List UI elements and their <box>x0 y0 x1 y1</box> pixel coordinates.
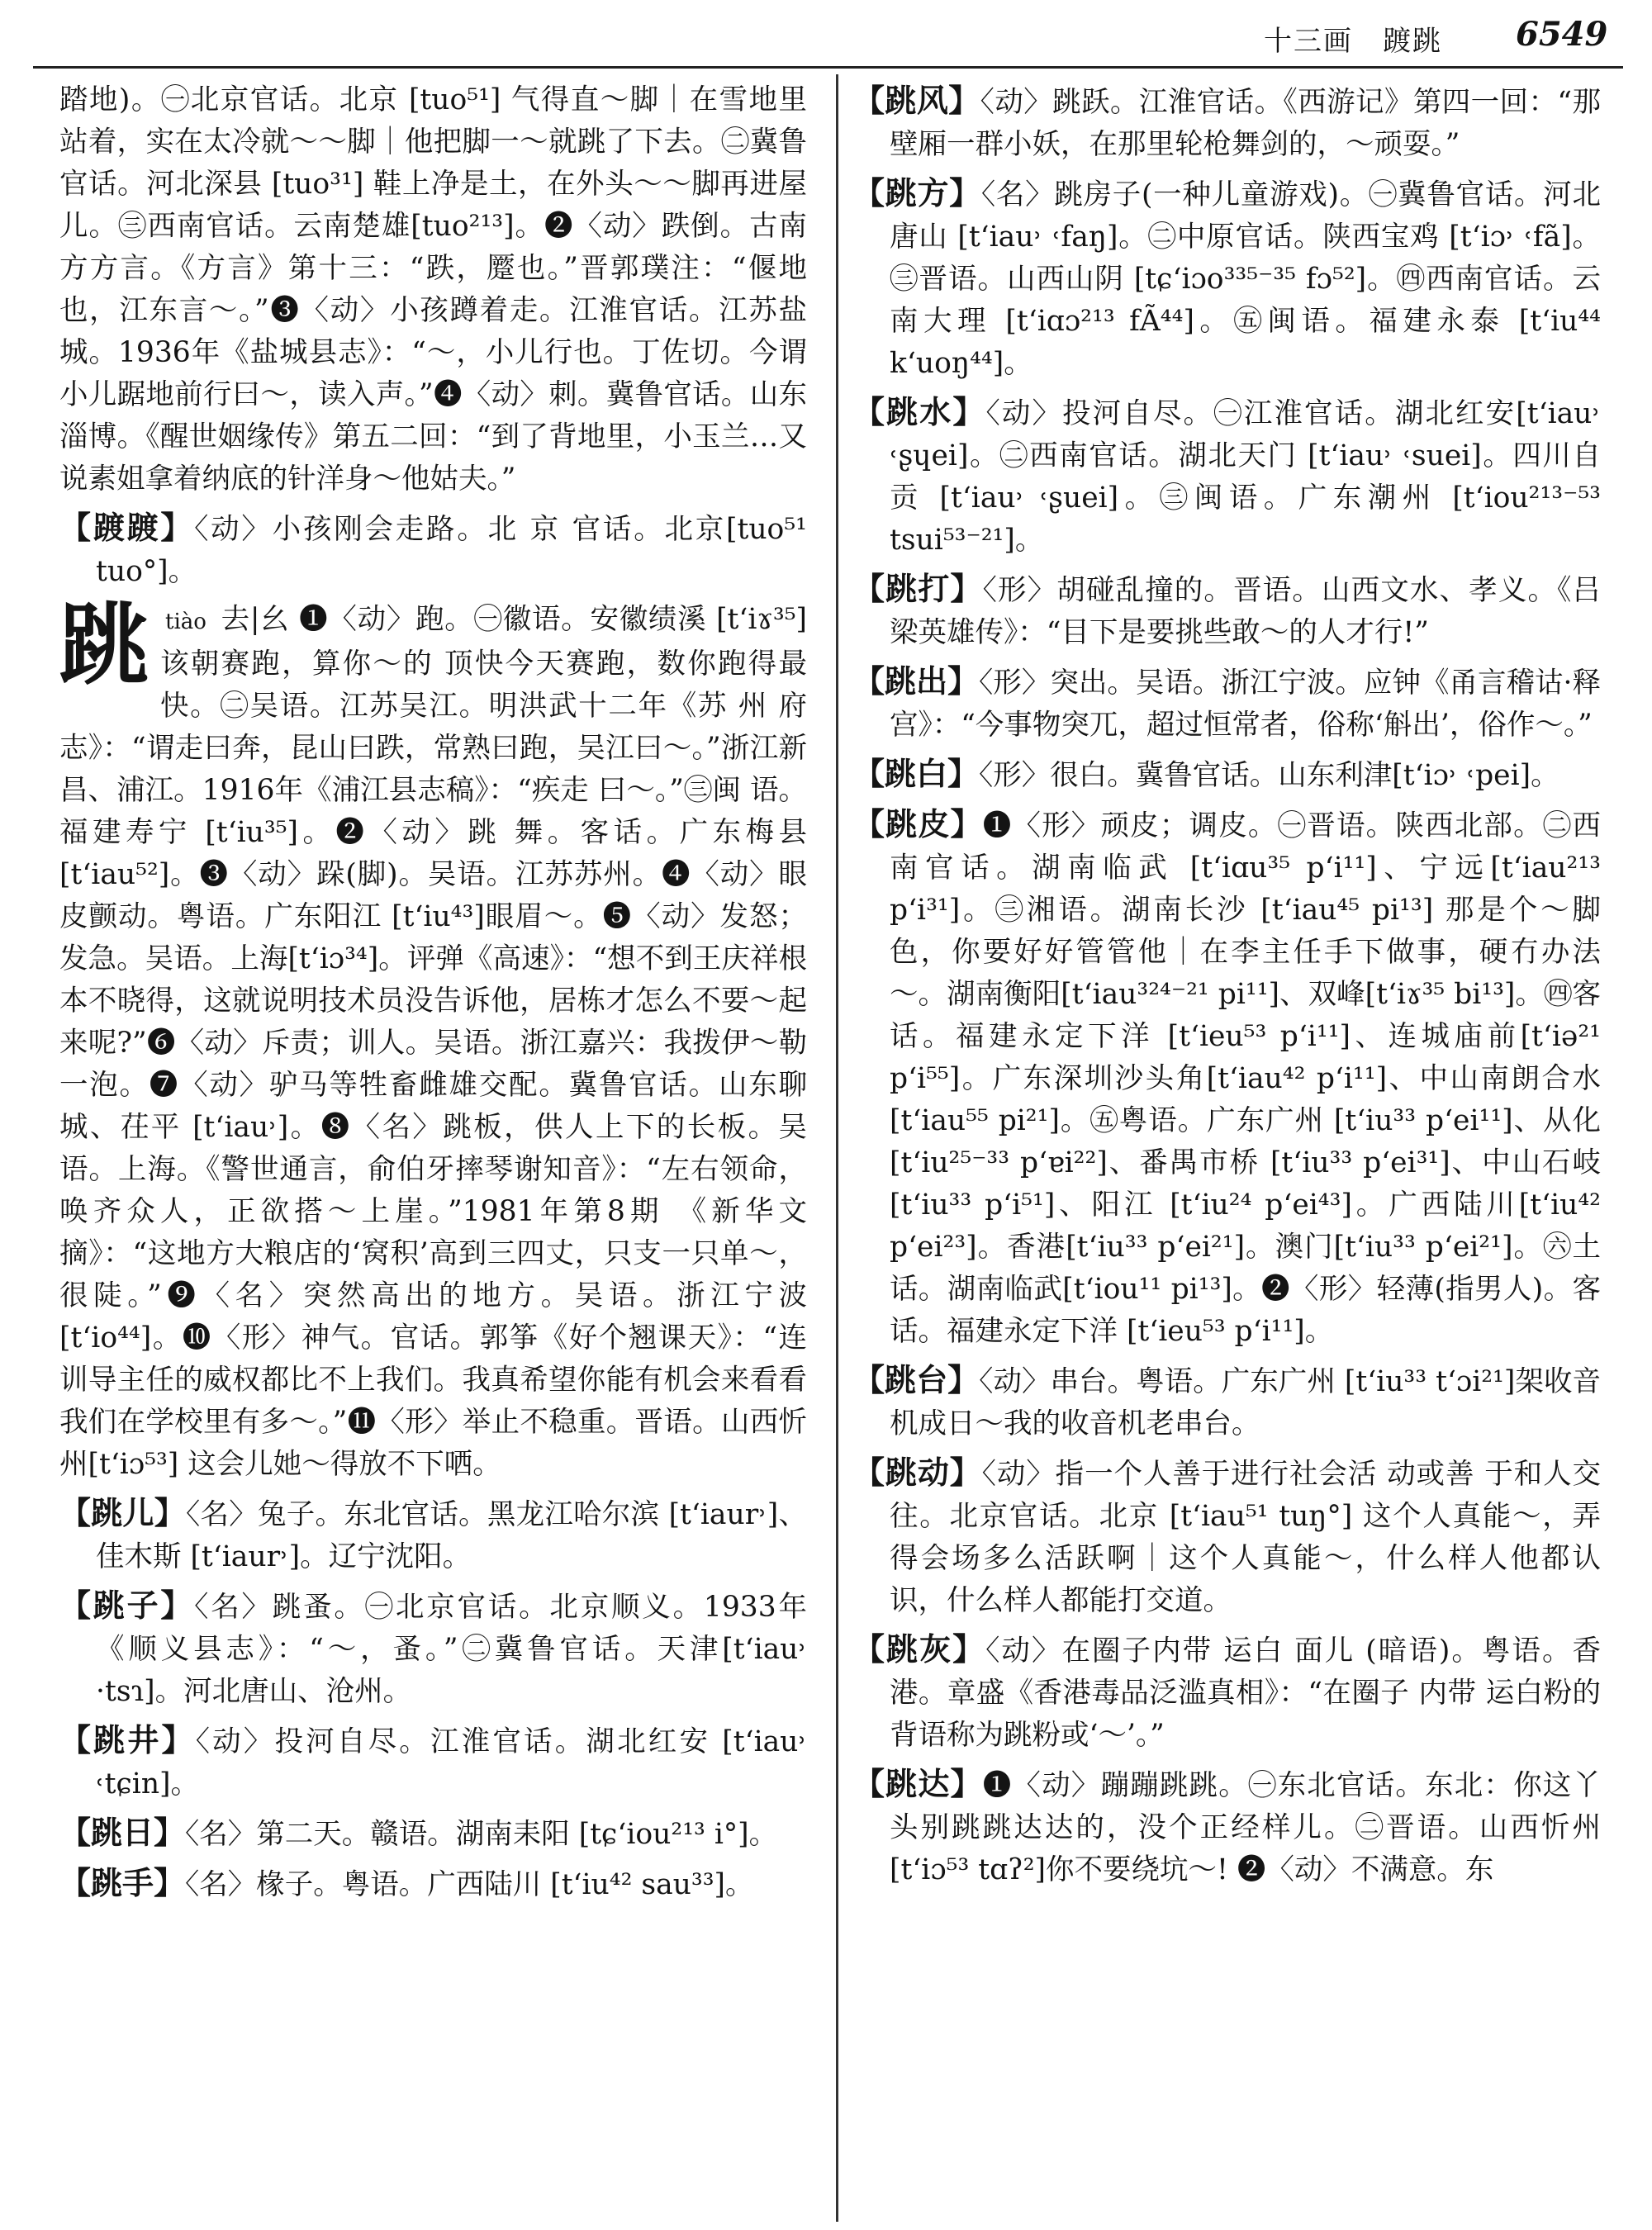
entry-definition: 〈动〉串台。粤语。广东广州 [t‘iu³³ t‘ɔi²¹]架收音机成日～我的收音机老串台。 <box>890 1365 1601 1440</box>
entry-definition: ❶〈动〉蹦蹦跳跳。㊀东北官话。东北：你这丫头别跳跳达达的，没个正经样儿。㊁晋语。山西忻州 [t‘iɔ⁵³ tɑʔ²]你不要绕坑～! ❷〈动〉不满意。东 <box>890 1769 1601 1886</box>
entry-definition: 〈名〉跳蚤。㊀北京官话。北京顺义。1933年《顺义县志》：“～，蚤。”㊁冀鲁官话。天津[t‘iau˒ ·tsɿ]。河北唐山、沧州。 <box>96 1591 807 1708</box>
entry-definition: 〈名〉椽子。粤语。广西陆川 [t‘iu⁴² sau³³]。 <box>185 1868 754 1901</box>
entry-headword: 【跳灰】 <box>853 1630 986 1668</box>
entry-definition: 〈名〉跳房子(一种儿童游戏)。㊀冀鲁官话。河北唐山 [t‘iau˒ ˓faŋ]。㊁中原官话。陕西宝鸡 [t‘iɔ˒ ˓fã]。㊂晋语。山西山阴 [tɕ‘iɔo³³⁵⁻³⁵ fɔ⁵²]。㊃西南官话。云南大理 [t‘iɑɔ²¹³ fÃ⁴⁴]。㊄闽语。福建永泰 [t‘iu⁴⁴ k‘uoŋ⁴⁴]。 <box>890 178 1601 380</box>
entry-definition: 〈动〉投河自尽。㊀江淮官话。湖北红安[t‘iau˒ ˓ʂɥei]。㊁西南官话。湖北天门 [t‘iau˒ ˓suei]。四川自贡 [t‘iau˒ ˓ʂuei]。㊂闽语。广东潮州 [t‘iou²¹³⁻⁵³ tsui⁵³⁻²¹]。 <box>890 397 1601 557</box>
entry-definition: 〈形〉突出。吴语。浙江宁波。应钟《甬言稽诂·释宫》：“今事物突兀，超过恒常者，俗称‘斛出’，俗作～。” <box>890 667 1601 742</box>
left-column <box>59 79 807 1912</box>
dictionary-entry <box>853 1628 1601 1757</box>
entry-headword: 【跳方】 <box>853 174 981 211</box>
main-character-entry <box>59 593 807 1486</box>
entry-headword: 【跳井】 <box>59 1721 196 1758</box>
page-number: 6549 <box>1516 15 1608 54</box>
entry-definition: 〈名〉第二天。赣语。湖南耒阳 [tɕ‘iou²¹³ i°]。 <box>185 1818 778 1851</box>
entry-headword: 【跳儿】 <box>59 1494 186 1531</box>
dictionary-entry <box>853 1451 1601 1622</box>
main-entry-definition: 去|幺 ❶〈动〉跑。㊀徽语。安徽绩溪 [t‘iɤ³⁵] 该朝赛跑，算你～的 顶快今天赛跑，数你跑得最快。㊁吴语。江苏吴江。明洪武十二年《苏 州 府志》：“谓走曰奔，昆山曰跌，常熟曰跑，吴江曰～。”浙江新昌、浦江。1916年《浦江县志稿》：“疾走 曰～。”㊂闽 语。福建寿宁 [t‘iu³⁵]。❷〈动〉跳 舞。客话。广东梅县[t‘iau⁵²]。❸〈动〉跺(脚)。吴语。江苏苏州。❹〈动〉眼皮颤动。粤语。广东阳江 [t‘iu⁴³]眼眉～。❺〈动〉发怒；发急。吴语。上海[t‘iɔ³⁴]。评弹《高速》：“想不到王庆祥根本不晓得，这就说明技术员没告诉他，居栋才怎么不要～起来呢?”❻〈动〉斥责；训人。吴语。浙江嘉兴：我拨伊～勒一泡。❼〈动〉驴马等牲畜雌雄交配。冀鲁官话。山东聊城、茌平 [t‘iau˒]。❽〈名〉跳板，供人上下的长板。吴语。上海。《警世通言，俞伯牙摔琴谢知音》：“左右领命，唤齐众人，正欲搭～上崖。”1981年第8期 《新华文摘》：“这地方大粮店的‘窝积’高到三四丈，只支一只单～，很陡。”❾〈名〉突然高出的地方。吴语。浙江宁波 [t‘io⁴⁴]。❿〈形〉神气。官话。郭筝《好个翘课天》：“连训导主任的威权都比不上我们。我真希望你能有机会来看看我们在学校里有多～。”⓫〈形〉举止不稳重。晋语。山西忻州[t‘iɔ⁵³] 这会儿她～得放不下哂。 <box>59 603 807 1481</box>
entry-headword: 【跳水】 <box>853 393 986 430</box>
entry-definition: 〈动〉小孩刚会走路。北 京 官话。北京[tuo⁵¹ tuo°]。 <box>96 513 807 588</box>
page-header <box>0 0 1652 66</box>
dictionary-entry <box>59 506 807 593</box>
dictionary-entry <box>59 1811 807 1856</box>
entry-headword: 【跳达】 <box>853 1765 983 1802</box>
entry-headword: 【跳手】 <box>59 1864 186 1901</box>
entry-headword: 【跳子】 <box>59 1587 195 1624</box>
entry-headword: 【跳动】 <box>853 1454 982 1491</box>
dictionary-entry <box>853 391 1601 562</box>
dictionary-entry <box>59 1584 807 1713</box>
dictionary-entry <box>853 567 1601 654</box>
dictionary-entry <box>59 1719 807 1805</box>
column-divider <box>836 74 838 2222</box>
entry-definition: 〈动〉投河自尽。江淮官话。湖北红安 [t‘iau˒ ˓tɕin]。 <box>96 1725 807 1801</box>
dictionary-entry <box>853 803 1601 1353</box>
dictionary-entry <box>853 1359 1601 1445</box>
entry-headword: 【跳日】 <box>59 1814 186 1851</box>
entry-headword: 【跳风】 <box>853 82 980 119</box>
dictionary-entry <box>853 660 1601 747</box>
entry-headword: 【跳打】 <box>853 570 983 607</box>
entry-definition: 〈名〉兔子。东北官话。黑龙江哈尔滨 [t‘iaur˒]、佳木斯 [t‘iaur˒]。辽宁沈阳。 <box>96 1498 807 1573</box>
right-column <box>853 79 1601 1897</box>
entry-headword: 【跳白】 <box>853 755 980 792</box>
entry-definition: 〈形〉胡碰乱撞的。晋语。山西文水、孝义。《吕梁英雄传》：“目下是要挑些敢～的人才行!” <box>890 574 1601 649</box>
dictionary-entry <box>59 1862 807 1906</box>
entry-definition: 〈动〉在圈子内带 运白 面儿 (暗语)。粤语。香港。章盛《香港毒品泛滥真相》：“在圈子 内带 运白粉的背语称为跳粉或‘～’。” <box>890 1635 1601 1752</box>
main-headword-pinyin: tiào <box>165 610 206 634</box>
entry-headword: 【跳台】 <box>853 1361 980 1398</box>
header-rule <box>33 66 1623 69</box>
entry-headword: 【跳出】 <box>853 662 980 700</box>
entry-headword: 【踱踱】 <box>59 509 195 546</box>
entry-headword: 【跳皮】 <box>853 805 983 842</box>
main-headword: 跳 <box>59 593 150 697</box>
entry-definition: 〈动〉跳跃。江淮官话。《西游记》第四一回：“那壁厢一群小妖，在那里轮枪舞剑的，～顽耍。” <box>890 86 1601 161</box>
dictionary-entry <box>59 1492 807 1578</box>
dictionary-entry <box>853 752 1601 797</box>
running-head-section: 十三画 踱跳 <box>1264 25 1442 58</box>
entry-definition: ❶〈形〉顽皮；调皮。㊀晋语。陕西北部。㊁西南官话。湖南临武 [t‘iɑu³⁵ p‘i¹¹]、宁远[t‘iau²¹³ p‘i³¹]。㊂湘语。湖南长沙 [t‘iau⁴⁵ pi¹³] 那是个～脚色，你要好好管管他｜在李主任手下做事，硬冇办法～。湖南衡阳[t‘iau³²⁴⁻²¹ pi¹¹]、双峰[t‘iɤ³⁵ bi¹³]。㊃客话。福建永定下洋 [t‘ieu⁵³ p‘i¹¹]、连城庙前[t‘iə²¹ p‘i⁵⁵]。广东深圳沙头角[t‘iau⁴² p‘i¹¹]、中山南朗合水[t‘iau⁵⁵ pi²¹]。㊄粤语。广东广州 [t‘iu³³ p‘ei¹¹]、从化 [t‘iu²⁵⁻³³ p‘ɐi²²]、番禺市桥 [t‘iu³³ p‘ei³¹]、中山石岐 [t‘iu³³ p‘i⁵¹]、阳江 [t‘iu²⁴ p‘ei⁴³]。广西陆川[t‘iu⁴² p‘ei²³]。香港[t‘iu³³ p‘ei²¹]。澳门[t‘iu³³ p‘ei²¹]。㊅土话。湖南临武[t‘iou¹¹ pi¹³]。❷〈形〉轻薄(指男人)。客话。福建永定下洋 [t‘ieu⁵³ p‘i¹¹]。 <box>890 809 1601 1348</box>
dictionary-entry <box>853 172 1601 385</box>
entry-definition: 〈形〉很白。冀鲁官话。山东利津[t‘iɔ˒ ˓pei]。 <box>979 759 1559 792</box>
entry-definition: 〈动〉指一个人善于进行社会活 动或善 于和人交往。北京官话。北京 [t‘iau⁵¹ tuŋ°] 这个人真能～，弄得会场多么活跃啊｜这个人真能～，什么样人他都认识，什么样人都能打交道。 <box>890 1458 1601 1617</box>
dictionary-entry <box>853 1763 1601 1891</box>
continued-entry-text: 踏地)。㊀北京官话。北京 [tuo⁵¹] 气得直～脚｜在雪地里站着，实在太冷就～～脚｜他把脚一～就跳了下去。㊁冀鲁官话。河北深县 [tuo³¹] 鞋上净是土，在外头～～脚再进屋儿。㊂西南官话。云南楚雄[tuo²¹³]。❷〈动〉跌倒。古南方方言。《方言》第十三：“跌，蹷也。”晋郭璞注：“偃地也，江东言～。”❸〈动〉小孩蹲着走。江淮官话。江苏盐城。1936年《盐城县志》：“～，小儿行也。丁佐切。今谓小儿踞地前行曰～，读入声。”❹〈动〉刺。冀鲁官话。山东淄博。《醒世姻缘传》第五二回：“到了背地里，小玉兰…又说素姐拿着纳底的针洋身～他姑夫。” <box>59 83 807 496</box>
dictionary-entry <box>853 79 1601 166</box>
